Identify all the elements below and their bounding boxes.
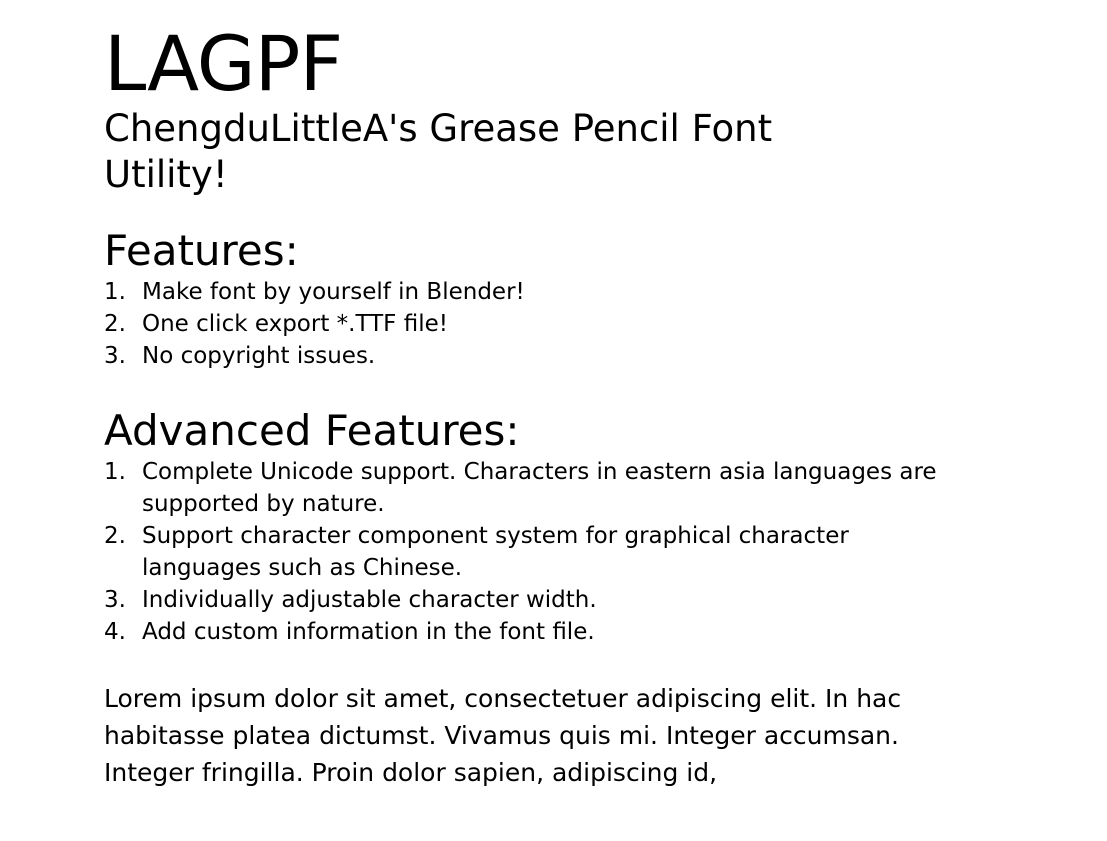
list-item-number: 1. — [104, 279, 126, 305]
list-item-text: One click export *.TTF file! — [142, 311, 448, 337]
section-spacer — [104, 648, 984, 680]
features-heading: Features: — [104, 226, 299, 275]
section-spacer — [104, 198, 984, 226]
features-list — [104, 276, 984, 372]
list-item — [104, 340, 984, 372]
list-item-text: Add custom information in the font file. — [142, 619, 595, 645]
list-item — [104, 276, 984, 308]
list-item-number: 4. — [104, 619, 126, 645]
page-title: LAGPF — [104, 19, 343, 108]
list-item — [104, 456, 962, 520]
list-item-text: Make font by yourself in Blender! — [142, 279, 525, 305]
list-item — [104, 308, 984, 340]
list-item-text: No copyright issues. — [142, 343, 376, 369]
list-item-text: Complete Unicode support. Characters in eastern asia languages are supported by nature. — [142, 459, 937, 517]
list-item-number: 3. — [104, 343, 126, 369]
document-page — [104, 19, 984, 791]
advanced-features-list — [104, 456, 984, 648]
list-item — [104, 520, 962, 584]
list-item-number: 2. — [104, 311, 126, 337]
body-paragraph: Lorem ipsum dolor sit amet, consectetuer adipiscing elit. In hac habitasse platea dictumst. Vivamus quis mi. Integer accumsan. Integer fringilla. Proin dolor sapien, adipiscing id, — [104, 684, 902, 787]
page-subtitle: ChengduLittleA's Grease Pencil Font Utility! — [104, 107, 773, 196]
list-item-number: 1. — [104, 459, 126, 485]
list-item-number: 2. — [104, 523, 126, 549]
list-item — [104, 616, 962, 648]
section-spacer — [104, 372, 984, 406]
list-item — [104, 584, 962, 616]
list-item-text: Individually adjustable character width. — [142, 587, 597, 613]
list-item-text: Support character component system for graphical character languages such as Chinese. — [142, 523, 849, 581]
advanced-features-heading: Advanced Features: — [104, 406, 520, 455]
list-item-number: 3. — [104, 587, 126, 613]
